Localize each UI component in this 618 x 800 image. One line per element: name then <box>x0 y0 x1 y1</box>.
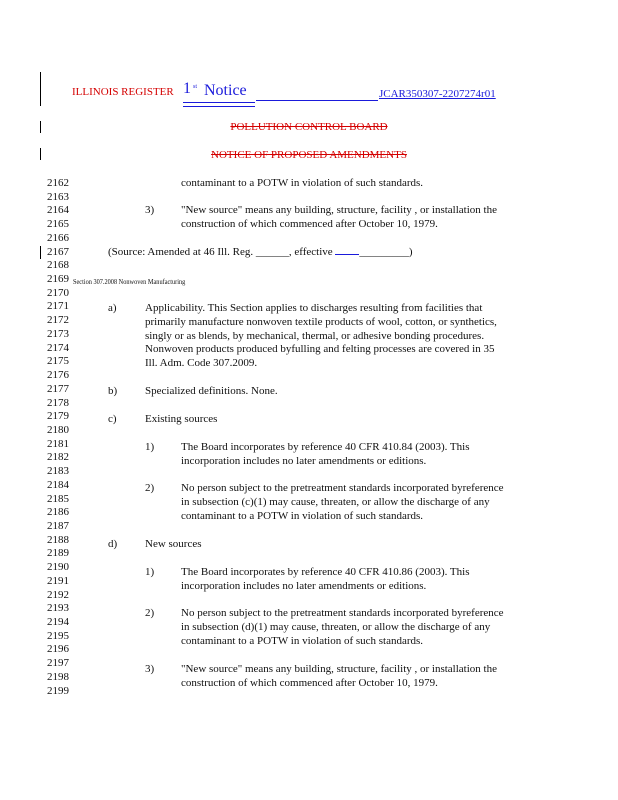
line-number: 2192 <box>47 588 69 601</box>
source-text: ) <box>408 246 413 258</box>
line-number: 2194 <box>47 616 69 629</box>
body-line: Nonwoven products produced byfulling and felting processes are covered in 35 <box>145 343 495 355</box>
source-note <box>108 246 413 260</box>
body-line: New sources <box>145 538 202 550</box>
source-text: , effective <box>288 246 336 258</box>
item-number: 3) <box>145 663 155 675</box>
item-number: 3) <box>145 204 155 216</box>
line-number: 2173 <box>47 327 69 340</box>
body-line: incorporation includes no later amendments or editions. <box>181 580 427 592</box>
line-number: 2177 <box>47 382 69 395</box>
line-number: 2185 <box>47 492 69 505</box>
item-label: b) <box>108 385 118 397</box>
line-number: 2190 <box>47 561 69 574</box>
body-line: contaminant to a POTW in violation of such standards. <box>181 177 424 189</box>
line-number: 2179 <box>47 410 69 423</box>
body-line: singly or as blends, by mechanical, thermal, or adhesive bonding procedures. <box>145 330 485 342</box>
body-line: Applicability. This Section applies to discharges resulting from facilities that <box>145 302 483 314</box>
item-number: 2) <box>145 482 155 494</box>
body-line: "New source" means any building, structure, facility , or installation the <box>181 663 497 675</box>
body-line: contaminant to a POTW in violation of such standards. <box>181 635 424 647</box>
body-line: The Board incorporates by reference 40 CFR 410.86 (2003). This <box>181 566 470 578</box>
line-number: 2167 <box>47 245 69 258</box>
header-number: 1 <box>183 80 191 97</box>
body-line: contaminant to a POTW in violation of such standards. <box>181 510 424 522</box>
line-number: 2188 <box>47 533 69 546</box>
item-label: d) <box>108 538 118 550</box>
line-number: 2163 <box>47 190 69 203</box>
body-line: incorporation includes no later amendments or editions. <box>181 455 427 467</box>
line-number: 2180 <box>47 423 69 436</box>
line-number: 2171 <box>47 300 69 313</box>
item-label: c) <box>108 413 117 425</box>
notice-label: Notice <box>204 82 247 99</box>
line-number: 2162 <box>47 177 69 189</box>
body-line: construction of which commenced after October 10, 1979. <box>181 218 438 230</box>
line-number: 2182 <box>47 451 69 464</box>
line-number: 2166 <box>47 231 69 244</box>
header-underline <box>256 100 378 101</box>
line-number: 2193 <box>47 602 69 615</box>
line-number: 2186 <box>47 506 69 519</box>
body-line: Specialized definitions. None. <box>145 385 278 397</box>
line-number: 2164 <box>47 204 69 217</box>
line-number: 2181 <box>47 437 69 450</box>
line-number: 2175 <box>47 355 69 368</box>
line-number: 2196 <box>47 643 69 656</box>
header-underline <box>183 106 255 107</box>
line-number: 2176 <box>47 369 69 382</box>
body-line: Ill. Adm. Code 307.2009. <box>145 357 258 369</box>
body-line: The Board incorporates by reference 40 CFR 410.84 (2003). This <box>181 441 470 453</box>
line-number: 2183 <box>47 465 69 478</box>
notice-title: NOTICE OF PROPOSED AMENDMENTS <box>211 149 407 161</box>
item-number: 1) <box>145 441 155 453</box>
item-number: 1) <box>145 566 155 578</box>
body-line: in subsection (d)(1) may cause, threaten, or allow the discharge of any <box>181 621 491 633</box>
line-number: 2169 <box>47 273 69 286</box>
header-underline <box>183 102 255 103</box>
body-line: No person subject to the pretreatment standards incorporated byreference <box>181 607 504 619</box>
board-title: POLLUTION CONTROL BOARD <box>230 121 388 133</box>
register-name: ILLINOIS REGISTER <box>72 86 174 98</box>
source-blank: ______ <box>255 246 289 258</box>
body-line: No person subject to the pretreatment standards incorporated byreference <box>181 482 504 494</box>
line-number: 2195 <box>47 629 69 642</box>
section-heading: Section 307.2008 Nonwoven Manufacturing <box>73 278 186 286</box>
inserted-underline <box>335 254 359 255</box>
body-line: construction of which commenced after October 10, 1979. <box>181 677 438 689</box>
body-line: "New source" means any building, structure, facility , or installation the <box>181 204 497 216</box>
header-superscript: st <box>193 84 198 90</box>
body-line: Existing sources <box>145 413 218 425</box>
source-blank: _________ <box>359 246 409 258</box>
line-number: 2184 <box>47 478 69 491</box>
line-number: 2178 <box>47 396 69 409</box>
line-number: 2170 <box>47 286 69 299</box>
body-line: primarily manufacture nonwoven textile products of wool, cotton, or synthetics, <box>145 316 497 328</box>
line-number: 2198 <box>47 670 69 683</box>
item-number: 2) <box>145 607 155 619</box>
change-bar <box>40 246 41 259</box>
line-number: 2168 <box>47 259 69 272</box>
item-label: a) <box>108 302 117 314</box>
line-number: 2189 <box>47 547 69 560</box>
change-bar <box>40 72 41 106</box>
line-number: 2197 <box>47 657 69 670</box>
line-number: 2174 <box>47 341 69 354</box>
line-number: 2199 <box>47 684 69 697</box>
body-line: in subsection (c)(1) may cause, threaten, or allow the discharge of any <box>181 496 490 508</box>
line-number: 2191 <box>47 574 69 587</box>
document-id: JCAR350307-2207274r01 <box>379 88 496 100</box>
line-number: 2187 <box>47 520 69 532</box>
source-text: (Source: Amended at 46 Ill. Reg. <box>108 246 256 258</box>
line-number: 2165 <box>47 218 69 231</box>
line-number: 2172 <box>47 314 69 327</box>
